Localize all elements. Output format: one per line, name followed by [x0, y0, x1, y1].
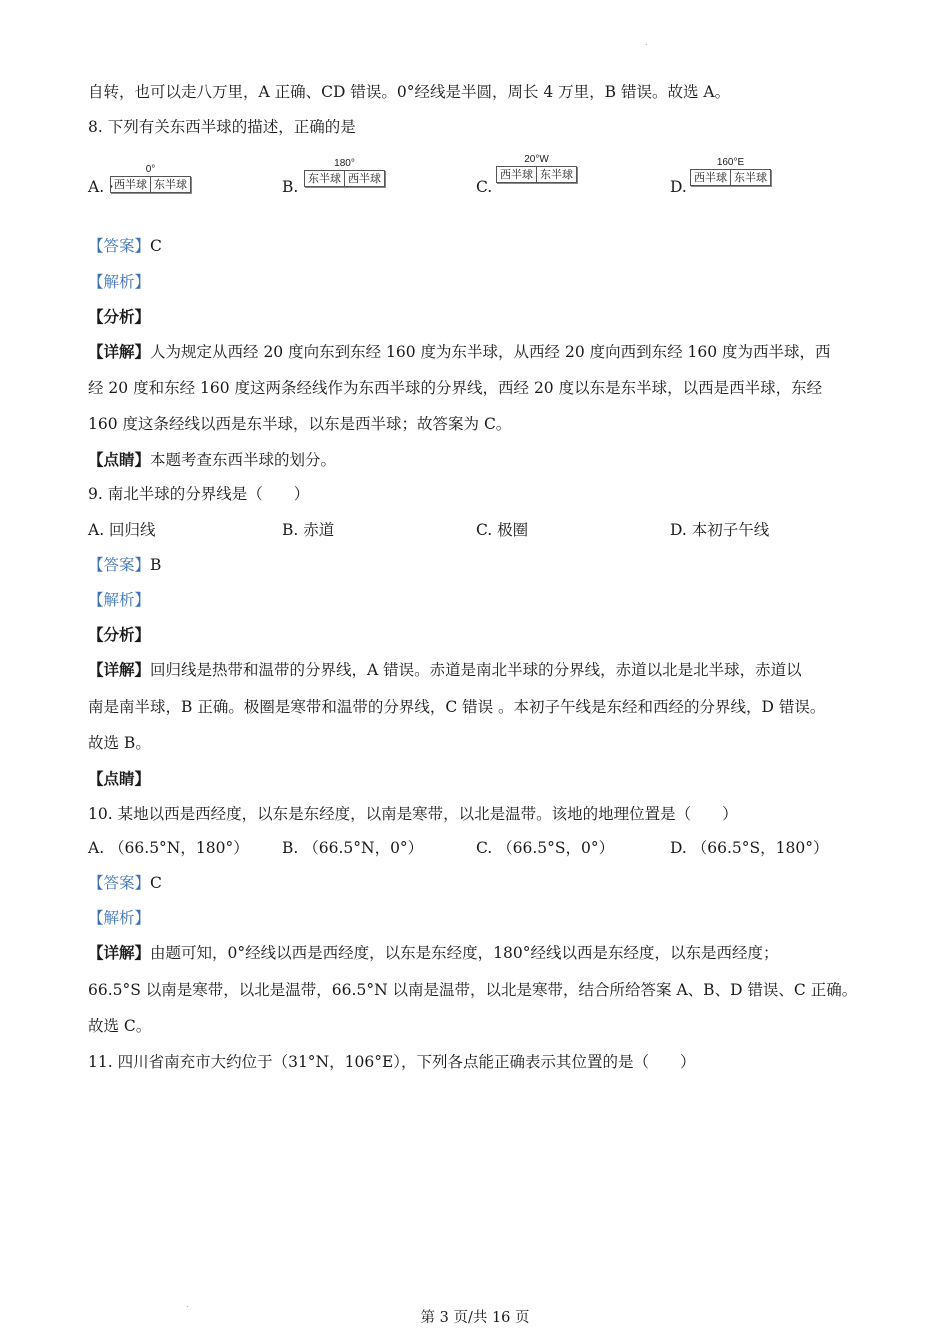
q9-detail-3: 故选 B。	[88, 734, 151, 752]
hemisphere-right: 西半球	[344, 171, 384, 186]
q8-jiexi: 【解析】	[88, 273, 151, 291]
page-footer: 第 3 页/共 16 页	[420, 1310, 530, 1326]
hemisphere-left: 西半球	[500, 168, 533, 181]
q8-detail-3: 160 度这条经线以西是东半球，以东是西半球；故答案为 C。	[88, 415, 512, 433]
q10-option-b: B. （66.5°N，0°）	[282, 839, 424, 857]
hemisphere-right: 东半球	[150, 177, 190, 192]
q8-option-c-diagram	[496, 154, 577, 183]
q10-option-c: C. （66.5°S，0°）	[476, 839, 615, 857]
q8-option-a-letter: A. ·	[88, 178, 114, 196]
q10-option-d: D. （66.5°S，180°）	[670, 839, 829, 857]
q9-answer: 【答案】B	[88, 556, 162, 574]
question-9: 9. 南北半球的分界线是（ ）	[88, 485, 310, 503]
q8-option-a-diagram	[110, 164, 191, 193]
q9-detail-1: 【详解】回归线是热带和温带的分界线，A 错误。赤道是南北半球的分界线，赤道以北是北半球，赤道以	[88, 660, 802, 679]
q9-option-c: C. 极圈	[476, 521, 529, 539]
text-line: 自转，也可以走八万里，A 正确、CD 错误。0°经线是半圆，周长 4 万里，B 错误。故选 A。	[88, 83, 731, 101]
question-8: 8. 下列有关东西半球的描述，正确的是	[88, 118, 356, 136]
q8-option-b-diagram	[304, 158, 385, 187]
hemisphere-right: 东半球	[730, 170, 770, 185]
q8-option-d-diagram	[690, 157, 771, 186]
q10-option-a: A. （66.5°N，180°）	[88, 839, 249, 857]
q10-detail-3: 故选 C。	[88, 1017, 152, 1035]
meridian-label: 20°W	[524, 154, 549, 165]
q9-option-b: B. 赤道	[282, 521, 335, 539]
q8-detail-2: 经 20 度和东经 160 度这两条经线作为东西半球的分界线，西经 20 度以东是东半球，以西是西半球，东经	[88, 379, 823, 397]
hemisphere-left: 西半球	[114, 178, 147, 191]
q8-answer: 【答案】C	[88, 237, 162, 255]
hemisphere-left: 东半球	[308, 172, 341, 185]
hemisphere-right: 东半球	[536, 167, 576, 182]
q9-dianjing: 【点睛】	[88, 769, 151, 788]
q9-fenxi: 【分析】	[88, 625, 151, 644]
hemisphere-left: 西半球	[694, 171, 727, 184]
meridian-label: 180°	[334, 158, 355, 169]
question-11: 11. 四川省南充市大约位于（31°N，106°E），下列各点能正确表示其位置的是（ ）	[88, 1053, 696, 1071]
q8-detail-1: 【详解】人为规定从西经 20 度向东到东经 160 度为东半球，从西经 20 度向西到东经 160 度为西半球，西	[88, 342, 831, 361]
q8-dianjing: 【点睛】本题考查东西半球的划分。	[88, 450, 337, 469]
q9-jiexi: 【解析】	[88, 591, 151, 609]
q10-detail-2: 66.5°S 以南是寒带，以北是温带，66.5°N 以南是温带，以北是寒带，结合所给答案 A、B、D 错误、C 正确。	[88, 981, 858, 999]
scan-dot: .	[186, 1300, 189, 1309]
q8-fenxi: 【分析】	[88, 307, 151, 326]
meridian-label: 160°E	[716, 157, 745, 168]
q8-option-d-letter: D.	[670, 178, 687, 196]
q10-detail-1: 【详解】由题可知，0°经线以西是西经度，以东是东经度，180°经线以西是东经度，以东是西经度；	[88, 943, 779, 962]
scan-dot: .	[645, 38, 648, 47]
question-10: 10. 某地以西是西经度，以东是东经度，以南是寒带，以北是温带。该地的地理位置是（ ）	[88, 805, 738, 823]
q10-answer: 【答案】C	[88, 874, 162, 892]
q8-option-c-letter: C.	[476, 178, 493, 196]
q9-option-d: D. 本初子午线	[670, 521, 770, 539]
meridian-label: 0°	[145, 164, 156, 175]
q9-detail-2: 南是南半球，B 正确。极圈是寒带和温带的分界线，C 错误 。本初子午线是东经和西经的分界线，D 错误。	[88, 698, 826, 716]
q8-option-b-letter: B.	[282, 178, 299, 196]
q9-option-a: A. 回归线	[88, 521, 156, 539]
q10-jiexi: 【解析】	[88, 909, 151, 927]
